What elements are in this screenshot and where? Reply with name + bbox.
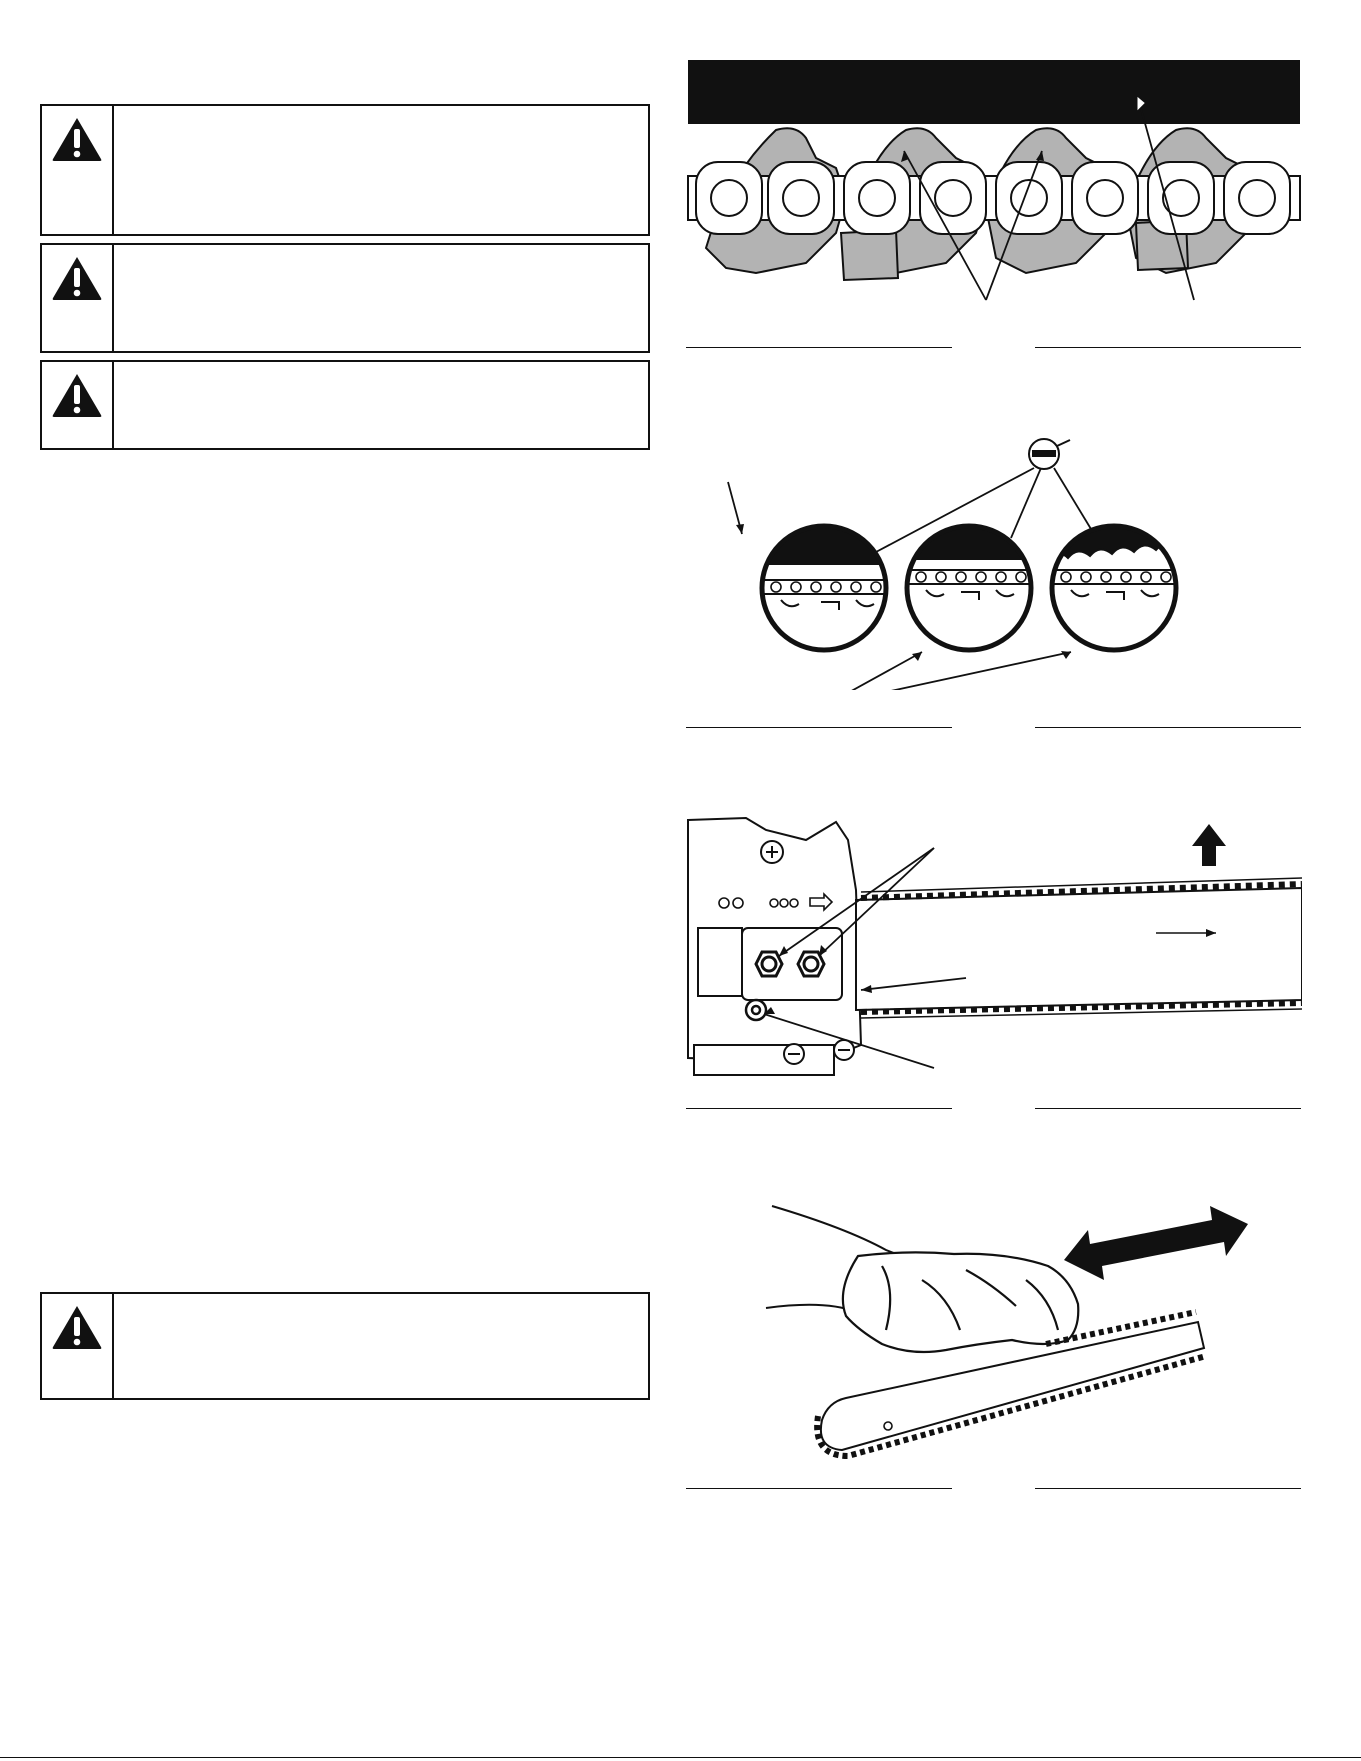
figure-rule-left bbox=[686, 1488, 952, 1489]
warning-box-1 bbox=[40, 104, 650, 236]
warning-icon-cell bbox=[42, 1294, 114, 1398]
double-arrow-icon bbox=[1064, 1206, 1248, 1280]
arrow-up-icon bbox=[1192, 824, 1226, 866]
warning-box-3 bbox=[40, 360, 650, 450]
magnifier-icon bbox=[1029, 439, 1070, 469]
warning-text bbox=[116, 106, 648, 234]
bar-adjustment-illustration bbox=[686, 810, 1302, 1090]
figure-rule-right bbox=[1035, 727, 1301, 728]
glove-icon bbox=[843, 1252, 1078, 1352]
chain-closeup-figure bbox=[686, 58, 1302, 358]
warning-box-4 bbox=[40, 1292, 650, 1400]
figure-rule-left bbox=[686, 347, 952, 348]
figure-rule-right bbox=[1035, 1108, 1301, 1109]
warning-triangle-icon bbox=[51, 372, 103, 418]
page-bottom-rule bbox=[0, 1757, 1361, 1758]
figure-rule-left bbox=[686, 1108, 952, 1109]
bar-nuts-adjustment-figure bbox=[686, 810, 1302, 1110]
adjusting-screw-icon bbox=[746, 1000, 766, 1020]
warning-triangle-icon bbox=[51, 255, 103, 301]
warning-icon-cell bbox=[42, 362, 114, 448]
chain-tension-illustration bbox=[686, 430, 1302, 690]
figure-rule-right bbox=[1035, 347, 1301, 348]
gloved-hand-chain-check-figure bbox=[686, 1180, 1302, 1490]
gloved-hand-illustration bbox=[686, 1180, 1302, 1470]
warning-text bbox=[116, 245, 648, 351]
warning-icon-cell bbox=[42, 245, 114, 351]
guide-bar-icon bbox=[688, 60, 1300, 124]
warning-box-2 bbox=[40, 243, 650, 353]
figure-rule-right bbox=[1035, 1488, 1301, 1489]
chain-tension-comparison-figure bbox=[686, 430, 1302, 730]
figure-rule-left bbox=[686, 727, 952, 728]
warning-text bbox=[116, 1294, 648, 1398]
warning-triangle-icon bbox=[51, 116, 103, 162]
warning-triangle-icon bbox=[51, 1304, 103, 1350]
chain-closeup-illustration bbox=[686, 58, 1302, 308]
warning-icon-cell bbox=[42, 106, 114, 234]
warning-text bbox=[116, 362, 648, 448]
